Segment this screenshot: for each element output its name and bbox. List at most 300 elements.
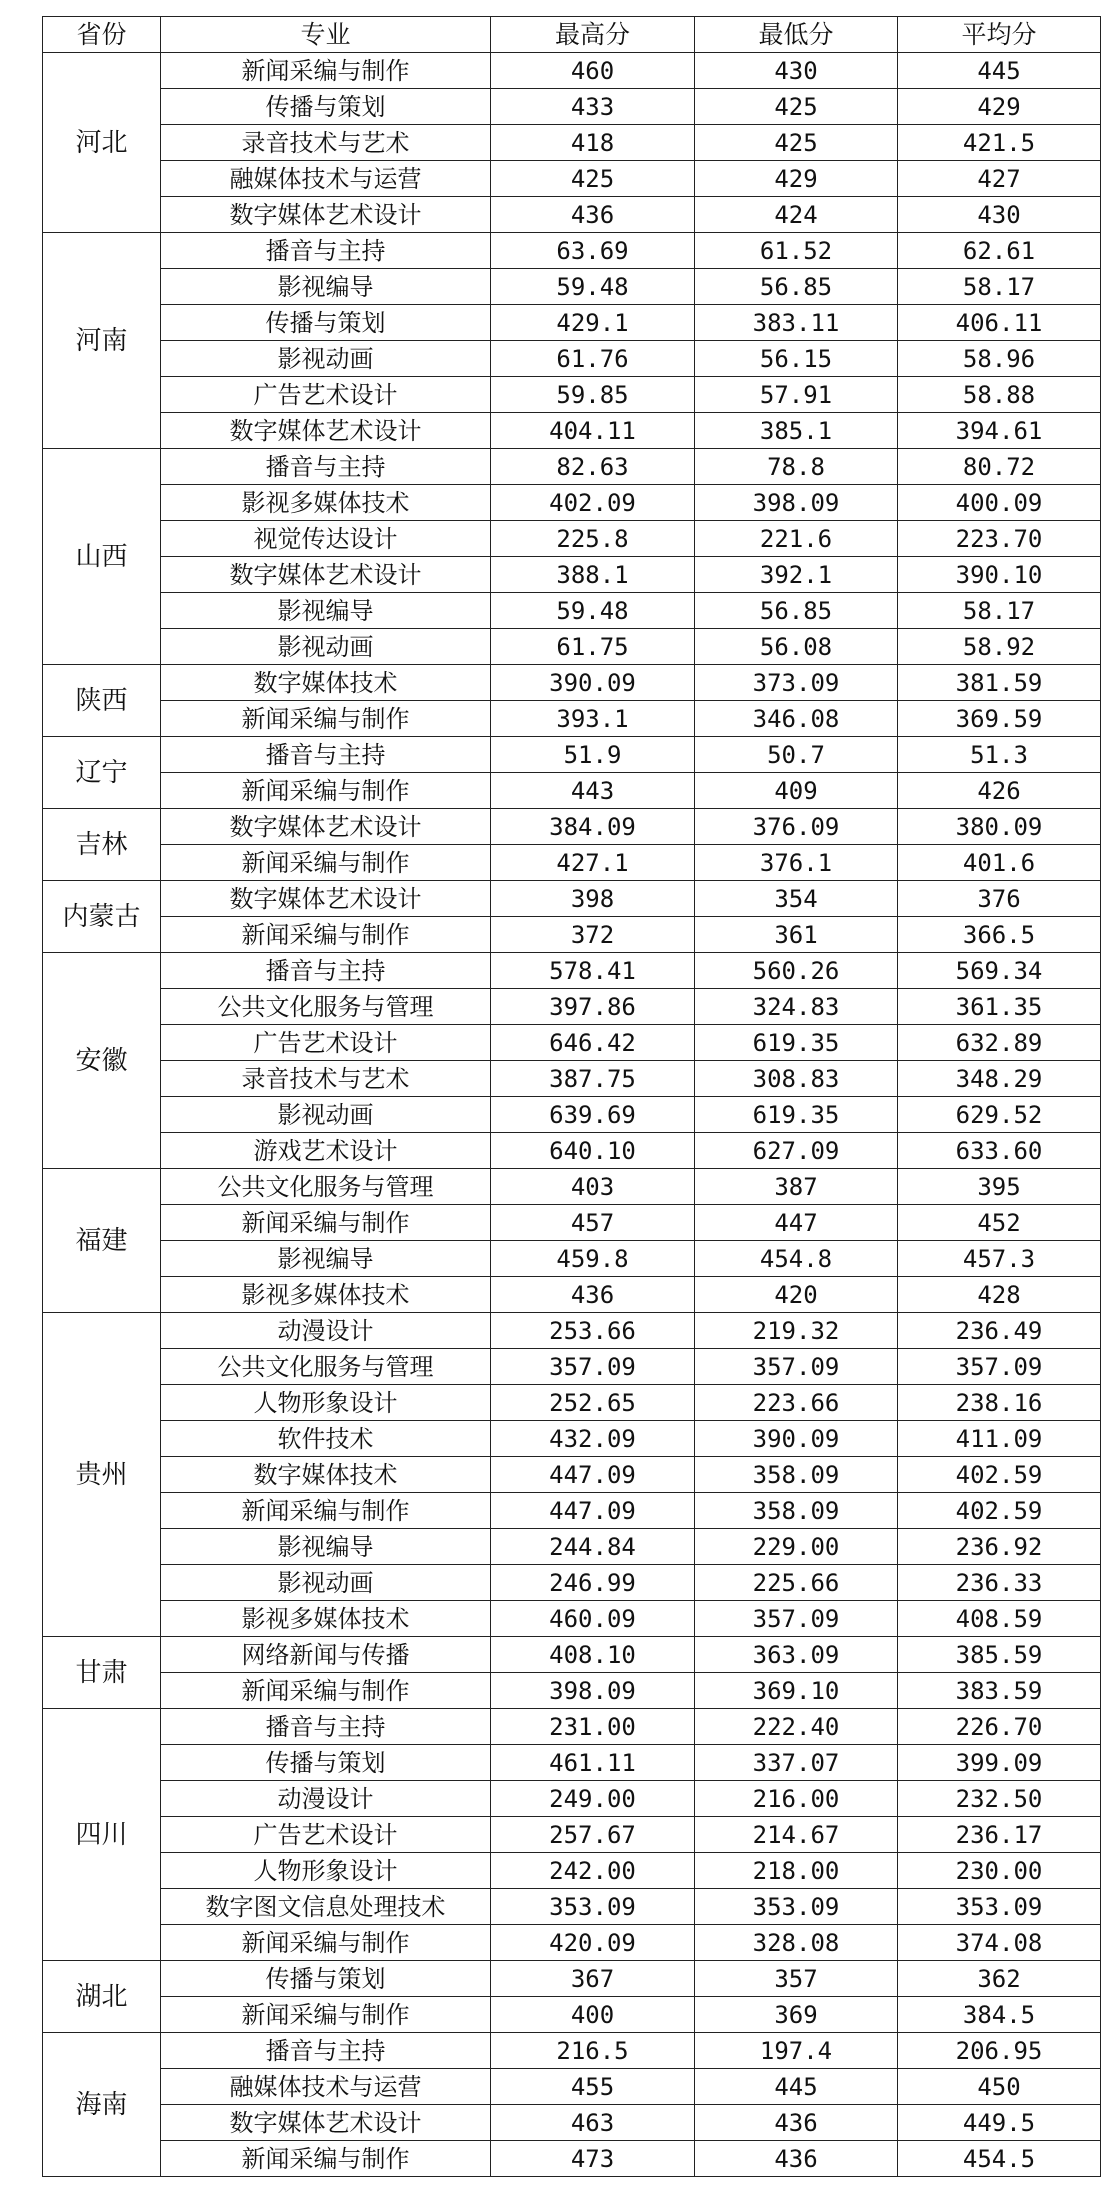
major-cell: 视觉传达设计 (161, 521, 491, 557)
table-row (43, 1961, 1101, 1997)
min-score-cell: 357.09 (695, 1349, 898, 1385)
min-score-cell: 627.09 (695, 1133, 898, 1169)
avg-score-cell: 394.61 (898, 413, 1101, 449)
min-score-cell: 420 (695, 1277, 898, 1313)
major-cell: 录音技术与艺术 (161, 1061, 491, 1097)
table-body (43, 53, 1101, 2177)
table-row (43, 1457, 1101, 1493)
major-cell: 融媒体技术与运营 (161, 2069, 491, 2105)
major-cell: 新闻采编与制作 (161, 701, 491, 737)
avg-score-cell: 206.95 (898, 2033, 1101, 2069)
table-row (43, 377, 1101, 413)
max-score-cell: 432.09 (491, 1421, 695, 1457)
max-score-cell: 257.67 (491, 1817, 695, 1853)
province-cell: 湖北 (43, 1961, 161, 2033)
table-row (43, 989, 1101, 1025)
min-score-cell: 445 (695, 2069, 898, 2105)
major-cell: 播音与主持 (161, 2033, 491, 2069)
max-score-cell: 436 (491, 197, 695, 233)
table-row (43, 881, 1101, 917)
major-cell: 游戏艺术设计 (161, 1133, 491, 1169)
max-score-cell: 353.09 (491, 1889, 695, 1925)
max-score-cell: 59.85 (491, 377, 695, 413)
table-row (43, 341, 1101, 377)
table-row (43, 1169, 1101, 1205)
min-score-cell: 361 (695, 917, 898, 953)
table-row (43, 1997, 1101, 2033)
table-row (43, 1529, 1101, 1565)
major-cell: 数字图文信息处理技术 (161, 1889, 491, 1925)
major-cell: 播音与主持 (161, 233, 491, 269)
table-row (43, 53, 1101, 89)
table-row (43, 89, 1101, 125)
major-cell: 播音与主持 (161, 449, 491, 485)
major-cell: 数字媒体艺术设计 (161, 557, 491, 593)
avg-score-cell: 450 (898, 2069, 1101, 2105)
avg-score-cell: 361.35 (898, 989, 1101, 1025)
major-cell: 播音与主持 (161, 953, 491, 989)
province-cell: 辽宁 (43, 737, 161, 809)
major-cell: 影视编导 (161, 593, 491, 629)
major-cell: 融媒体技术与运营 (161, 161, 491, 197)
major-cell: 播音与主持 (161, 1709, 491, 1745)
header-row (43, 17, 1101, 53)
major-cell: 数字媒体艺术设计 (161, 413, 491, 449)
max-score-cell: 459.8 (491, 1241, 695, 1277)
min-score-cell: 363.09 (695, 1637, 898, 1673)
avg-score-cell: 353.09 (898, 1889, 1101, 1925)
table-row (43, 701, 1101, 737)
major-cell: 录音技术与艺术 (161, 125, 491, 161)
avg-score-cell: 428 (898, 1277, 1101, 1313)
min-score-cell: 219.32 (695, 1313, 898, 1349)
max-score-cell: 249.00 (491, 1781, 695, 1817)
major-cell: 动漫设计 (161, 1781, 491, 1817)
major-cell: 广告艺术设计 (161, 1025, 491, 1061)
major-cell: 传播与策划 (161, 89, 491, 125)
table-row (43, 1349, 1101, 1385)
min-score-cell: 369 (695, 1997, 898, 2033)
header-avg-score: 平均分 (898, 17, 1101, 53)
header-max-score: 最高分 (491, 17, 695, 53)
max-score-cell: 59.48 (491, 269, 695, 305)
avg-score-cell: 374.08 (898, 1925, 1101, 1961)
table-row (43, 1889, 1101, 1925)
min-score-cell: 358.09 (695, 1457, 898, 1493)
major-cell: 公共文化服务与管理 (161, 1169, 491, 1205)
major-cell: 网络新闻与传播 (161, 1637, 491, 1673)
min-score-cell: 56.85 (695, 593, 898, 629)
min-score-cell: 560.26 (695, 953, 898, 989)
table-row (43, 1313, 1101, 1349)
max-score-cell: 427.1 (491, 845, 695, 881)
max-score-cell: 390.09 (491, 665, 695, 701)
avg-score-cell: 58.17 (898, 593, 1101, 629)
max-score-cell: 447.09 (491, 1457, 695, 1493)
max-score-cell: 460 (491, 53, 695, 89)
min-score-cell: 619.35 (695, 1097, 898, 1133)
min-score-cell: 50.7 (695, 737, 898, 773)
avg-score-cell: 366.5 (898, 917, 1101, 953)
min-score-cell: 358.09 (695, 1493, 898, 1529)
min-score-cell: 390.09 (695, 1421, 898, 1457)
avg-score-cell: 569.34 (898, 953, 1101, 989)
table-row (43, 2033, 1101, 2069)
min-score-cell: 324.83 (695, 989, 898, 1025)
avg-score-cell: 633.60 (898, 1133, 1101, 1169)
major-cell: 影视编导 (161, 1529, 491, 1565)
major-cell: 人物形象设计 (161, 1853, 491, 1889)
avg-score-cell: 454.5 (898, 2141, 1101, 2177)
min-score-cell: 425 (695, 125, 898, 161)
major-cell: 动漫设计 (161, 1313, 491, 1349)
min-score-cell: 425 (695, 89, 898, 125)
max-score-cell: 244.84 (491, 1529, 695, 1565)
avg-score-cell: 449.5 (898, 2105, 1101, 2141)
min-score-cell: 373.09 (695, 665, 898, 701)
min-score-cell: 409 (695, 773, 898, 809)
avg-score-cell: 226.70 (898, 1709, 1101, 1745)
avg-score-cell: 452 (898, 1205, 1101, 1241)
max-score-cell: 397.86 (491, 989, 695, 1025)
table-row (43, 773, 1101, 809)
min-score-cell: 454.8 (695, 1241, 898, 1277)
major-cell: 广告艺术设计 (161, 1817, 491, 1853)
min-score-cell: 429 (695, 161, 898, 197)
table-row (43, 1493, 1101, 1529)
major-cell: 公共文化服务与管理 (161, 1349, 491, 1385)
table-row (43, 953, 1101, 989)
max-score-cell: 402.09 (491, 485, 695, 521)
min-score-cell: 436 (695, 2105, 898, 2141)
table-row (43, 1925, 1101, 1961)
header-province: 省份 (43, 17, 161, 53)
avg-score-cell: 362 (898, 1961, 1101, 1997)
major-cell: 新闻采编与制作 (161, 1925, 491, 1961)
max-score-cell: 242.00 (491, 1853, 695, 1889)
table-row (43, 161, 1101, 197)
max-score-cell: 372 (491, 917, 695, 953)
min-score-cell: 383.11 (695, 305, 898, 341)
major-cell: 传播与策划 (161, 1961, 491, 1997)
max-score-cell: 82.63 (491, 449, 695, 485)
max-score-cell: 388.1 (491, 557, 695, 593)
avg-score-cell: 348.29 (898, 1061, 1101, 1097)
major-cell: 影视编导 (161, 269, 491, 305)
table-row (43, 1025, 1101, 1061)
min-score-cell: 57.91 (695, 377, 898, 413)
min-score-cell: 328.08 (695, 1925, 898, 1961)
max-score-cell: 420.09 (491, 1925, 695, 1961)
min-score-cell: 369.10 (695, 1673, 898, 1709)
max-score-cell: 433 (491, 89, 695, 125)
max-score-cell: 367 (491, 1961, 695, 1997)
max-score-cell: 216.5 (491, 2033, 695, 2069)
max-score-cell: 61.76 (491, 341, 695, 377)
table-row (43, 737, 1101, 773)
min-score-cell: 61.52 (695, 233, 898, 269)
avg-score-cell: 632.89 (898, 1025, 1101, 1061)
major-cell: 新闻采编与制作 (161, 1493, 491, 1529)
max-score-cell: 225.8 (491, 521, 695, 557)
max-score-cell: 447.09 (491, 1493, 695, 1529)
min-score-cell: 346.08 (695, 701, 898, 737)
min-score-cell: 447 (695, 1205, 898, 1241)
min-score-cell: 56.15 (695, 341, 898, 377)
min-score-cell: 337.07 (695, 1745, 898, 1781)
max-score-cell: 455 (491, 2069, 695, 2105)
avg-score-cell: 58.96 (898, 341, 1101, 377)
avg-score-cell: 230.00 (898, 1853, 1101, 1889)
min-score-cell: 376.09 (695, 809, 898, 845)
min-score-cell: 424 (695, 197, 898, 233)
max-score-cell: 400 (491, 1997, 695, 2033)
min-score-cell: 619.35 (695, 1025, 898, 1061)
table-row (43, 1385, 1101, 1421)
avg-score-cell: 399.09 (898, 1745, 1101, 1781)
avg-score-cell: 421.5 (898, 125, 1101, 161)
max-score-cell: 443 (491, 773, 695, 809)
avg-score-cell: 426 (898, 773, 1101, 809)
min-score-cell: 56.85 (695, 269, 898, 305)
table-row (43, 1277, 1101, 1313)
max-score-cell: 253.66 (491, 1313, 695, 1349)
min-score-cell: 78.8 (695, 449, 898, 485)
table-row (43, 1781, 1101, 1817)
max-score-cell: 246.99 (491, 1565, 695, 1601)
max-score-cell: 646.42 (491, 1025, 695, 1061)
max-score-cell: 51.9 (491, 737, 695, 773)
province-cell: 福建 (43, 1169, 161, 1313)
max-score-cell: 418 (491, 125, 695, 161)
header-min-score: 最低分 (695, 17, 898, 53)
min-score-cell: 376.1 (695, 845, 898, 881)
min-score-cell: 385.1 (695, 413, 898, 449)
avg-score-cell: 402.59 (898, 1493, 1101, 1529)
major-cell: 影视动画 (161, 1097, 491, 1133)
avg-score-cell: 381.59 (898, 665, 1101, 701)
table-row (43, 485, 1101, 521)
table-row (43, 1673, 1101, 1709)
avg-score-cell: 223.70 (898, 521, 1101, 557)
avg-score-cell: 58.17 (898, 269, 1101, 305)
major-cell: 数字媒体艺术设计 (161, 197, 491, 233)
table-row (43, 917, 1101, 953)
min-score-cell: 225.66 (695, 1565, 898, 1601)
score-table (42, 16, 1101, 2177)
max-score-cell: 387.75 (491, 1061, 695, 1097)
table-row (43, 197, 1101, 233)
avg-score-cell: 384.5 (898, 1997, 1101, 2033)
table-row (43, 1061, 1101, 1097)
table-row (43, 665, 1101, 701)
min-score-cell: 222.40 (695, 1709, 898, 1745)
avg-score-cell: 51.3 (898, 737, 1101, 773)
avg-score-cell: 357.09 (898, 1349, 1101, 1385)
province-cell: 内蒙古 (43, 881, 161, 953)
min-score-cell: 221.6 (695, 521, 898, 557)
avg-score-cell: 429 (898, 89, 1101, 125)
table-row (43, 1133, 1101, 1169)
major-cell: 影视动画 (161, 629, 491, 665)
table-row (43, 2105, 1101, 2141)
avg-score-cell: 383.59 (898, 1673, 1101, 1709)
major-cell: 人物形象设计 (161, 1385, 491, 1421)
avg-score-cell: 236.92 (898, 1529, 1101, 1565)
min-score-cell: 357.09 (695, 1601, 898, 1637)
avg-score-cell: 395 (898, 1169, 1101, 1205)
major-cell: 影视动画 (161, 341, 491, 377)
max-score-cell: 403 (491, 1169, 695, 1205)
province-cell: 吉林 (43, 809, 161, 881)
table-row (43, 1709, 1101, 1745)
min-score-cell: 229.00 (695, 1529, 898, 1565)
header-major: 专业 (161, 17, 491, 53)
province-cell: 甘肃 (43, 1637, 161, 1709)
major-cell: 公共文化服务与管理 (161, 989, 491, 1025)
max-score-cell: 393.1 (491, 701, 695, 737)
min-score-cell: 357 (695, 1961, 898, 1997)
min-score-cell: 430 (695, 53, 898, 89)
table-row (43, 1421, 1101, 1457)
avg-score-cell: 380.09 (898, 809, 1101, 845)
table-row (43, 809, 1101, 845)
major-cell: 传播与策划 (161, 305, 491, 341)
avg-score-cell: 62.61 (898, 233, 1101, 269)
avg-score-cell: 236.17 (898, 1817, 1101, 1853)
min-score-cell: 353.09 (695, 1889, 898, 1925)
min-score-cell: 392.1 (695, 557, 898, 593)
major-cell: 传播与策划 (161, 1745, 491, 1781)
major-cell: 播音与主持 (161, 737, 491, 773)
avg-score-cell: 445 (898, 53, 1101, 89)
max-score-cell: 59.48 (491, 593, 695, 629)
table-row (43, 2069, 1101, 2105)
major-cell: 新闻采编与制作 (161, 845, 491, 881)
major-cell: 广告艺术设计 (161, 377, 491, 413)
table-row (43, 1241, 1101, 1277)
major-cell: 数字媒体技术 (161, 1457, 491, 1493)
max-score-cell: 460.09 (491, 1601, 695, 1637)
major-cell: 影视编导 (161, 1241, 491, 1277)
table-row (43, 125, 1101, 161)
avg-score-cell: 430 (898, 197, 1101, 233)
table-row (43, 413, 1101, 449)
max-score-cell: 640.10 (491, 1133, 695, 1169)
max-score-cell: 436 (491, 1277, 695, 1313)
province-cell: 河北 (43, 53, 161, 233)
avg-score-cell: 236.33 (898, 1565, 1101, 1601)
major-cell: 新闻采编与制作 (161, 1673, 491, 1709)
table-row (43, 1637, 1101, 1673)
max-score-cell: 357.09 (491, 1349, 695, 1385)
avg-score-cell: 236.49 (898, 1313, 1101, 1349)
avg-score-cell: 58.88 (898, 377, 1101, 413)
avg-score-cell: 385.59 (898, 1637, 1101, 1673)
major-cell: 数字媒体艺术设计 (161, 2105, 491, 2141)
major-cell: 新闻采编与制作 (161, 773, 491, 809)
min-score-cell: 436 (695, 2141, 898, 2177)
min-score-cell: 216.00 (695, 1781, 898, 1817)
avg-score-cell: 408.59 (898, 1601, 1101, 1637)
major-cell: 新闻采编与制作 (161, 53, 491, 89)
avg-score-cell: 457.3 (898, 1241, 1101, 1277)
max-score-cell: 398 (491, 881, 695, 917)
avg-score-cell: 402.59 (898, 1457, 1101, 1493)
min-score-cell: 387 (695, 1169, 898, 1205)
province-cell: 河南 (43, 233, 161, 449)
major-cell: 影视动画 (161, 1565, 491, 1601)
max-score-cell: 231.00 (491, 1709, 695, 1745)
avg-score-cell: 390.10 (898, 557, 1101, 593)
table-row (43, 305, 1101, 341)
avg-score-cell: 406.11 (898, 305, 1101, 341)
max-score-cell: 639.69 (491, 1097, 695, 1133)
table-row (43, 1565, 1101, 1601)
major-cell: 数字媒体艺术设计 (161, 881, 491, 917)
table-row (43, 1205, 1101, 1241)
max-score-cell: 404.11 (491, 413, 695, 449)
table-row (43, 1853, 1101, 1889)
min-score-cell: 56.08 (695, 629, 898, 665)
province-cell: 陕西 (43, 665, 161, 737)
max-score-cell: 63.69 (491, 233, 695, 269)
max-score-cell: 463 (491, 2105, 695, 2141)
max-score-cell: 252.65 (491, 1385, 695, 1421)
table-row (43, 629, 1101, 665)
table-row (43, 233, 1101, 269)
major-cell: 新闻采编与制作 (161, 1997, 491, 2033)
table-row (43, 1601, 1101, 1637)
table-row (43, 557, 1101, 593)
max-score-cell: 473 (491, 2141, 695, 2177)
max-score-cell: 578.41 (491, 953, 695, 989)
table-row (43, 1817, 1101, 1853)
max-score-cell: 408.10 (491, 1637, 695, 1673)
avg-score-cell: 401.6 (898, 845, 1101, 881)
major-cell: 影视多媒体技术 (161, 1601, 491, 1637)
table-row (43, 593, 1101, 629)
min-score-cell: 308.83 (695, 1061, 898, 1097)
avg-score-cell: 369.59 (898, 701, 1101, 737)
table-row (43, 845, 1101, 881)
min-score-cell: 218.00 (695, 1853, 898, 1889)
province-cell: 海南 (43, 2033, 161, 2177)
max-score-cell: 384.09 (491, 809, 695, 845)
min-score-cell: 223.66 (695, 1385, 898, 1421)
avg-score-cell: 400.09 (898, 485, 1101, 521)
table-row (43, 521, 1101, 557)
table-row (43, 449, 1101, 485)
major-cell: 新闻采编与制作 (161, 1205, 491, 1241)
province-cell: 四川 (43, 1709, 161, 1961)
major-cell: 数字媒体艺术设计 (161, 809, 491, 845)
avg-score-cell: 427 (898, 161, 1101, 197)
max-score-cell: 429.1 (491, 305, 695, 341)
avg-score-cell: 232.50 (898, 1781, 1101, 1817)
max-score-cell: 457 (491, 1205, 695, 1241)
province-cell: 安徽 (43, 953, 161, 1169)
min-score-cell: 398.09 (695, 485, 898, 521)
major-cell: 软件技术 (161, 1421, 491, 1457)
avg-score-cell: 238.16 (898, 1385, 1101, 1421)
min-score-cell: 214.67 (695, 1817, 898, 1853)
avg-score-cell: 629.52 (898, 1097, 1101, 1133)
max-score-cell: 425 (491, 161, 695, 197)
table-row (43, 1097, 1101, 1133)
avg-score-cell: 58.92 (898, 629, 1101, 665)
major-cell: 影视多媒体技术 (161, 1277, 491, 1313)
